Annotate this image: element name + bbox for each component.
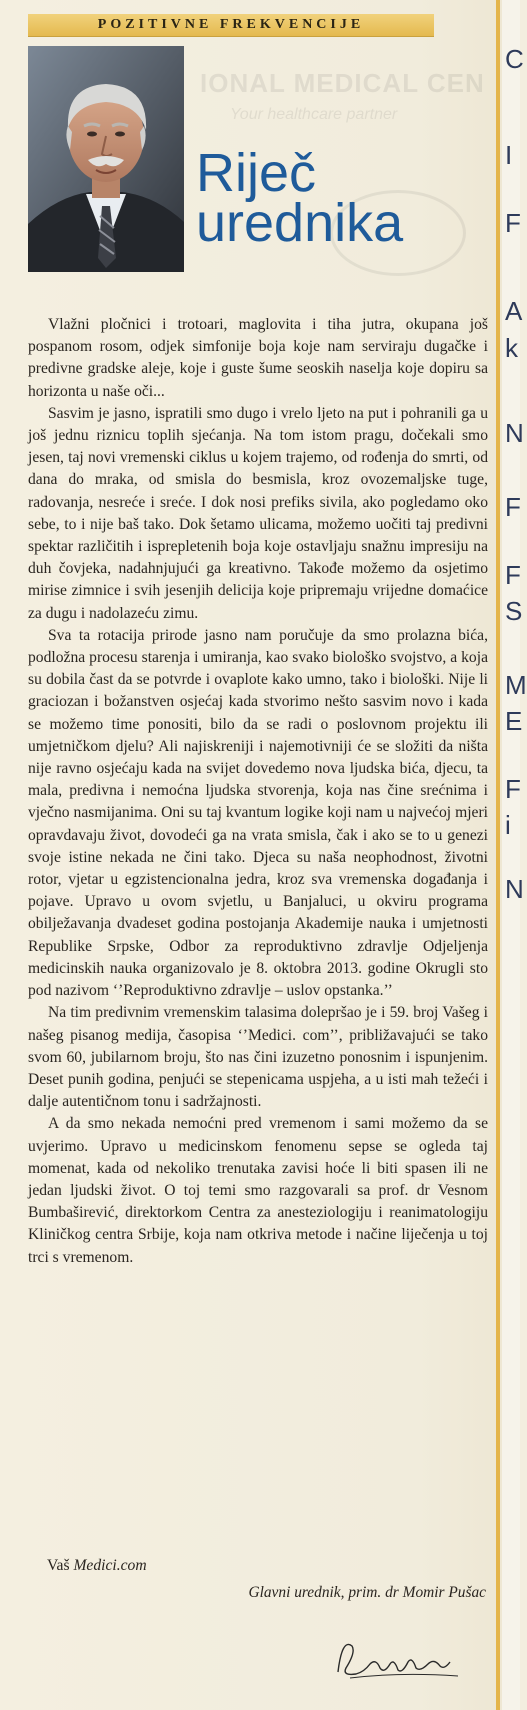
title-line-2: urednika — [196, 193, 404, 253]
closing-salutation — [47, 1557, 147, 1575]
next-page-letter: F — [505, 774, 521, 804]
paragraph: Sva ta rotacija prirode jasno nam poručuje da smo prolazna bića, podložna procesu starenja i umiranja, kao svako biološko svojstvo, a koja su dobila čast da se potvrde i ovaplote kako umno, tako i biološki. Nije li graciozan i božanstven osjećaj kada stvorimo nešto sasvim novo i kada se možemo time ponositi, bilo da se radi o poslovnom projektu ili umjetničkom djelu? Ali najiskreniji i najemotivniji će se složiti da ništa nije ravno osjećaju kada na svijet dovedemo nova ljudska bića, djecu, ta mala, predivna i nemoćna ljudska stvorenja, koja nas čine srećnima i vječno nasmijanima. Oni su taj kvantum logike koji nam u najvećoj mjeri opravdavaju život, dovodeći ga na vrata smisla, čak i ako se to u genezi svoje istine nekada ne čini tako. Djeca su naša neophodnost, životni rotor, vjetar u egzistencionalna jedra, kroz sva vremenska događanja i pojave. Upravo u ovom svjetlu, u Banjaluci, u okviru programa obilježavanja dvadeset godina postojanja Akademije nauka i umjetnosti Republike Srpske, Odbor za reproduktivno zdravlje Odjeljenja medicinskih nauka organizovalo je 8. oktobra 2013. godine Okrugli sto pod nazivom ‘’Reproduktivno zdravlje – uslov opstanka.’’ — [28, 626, 488, 1000]
section-header — [28, 14, 434, 37]
paragraph: Sasvim je jasno, ispratili smo dugo i vrelo ljeto na put i pohranili ga u još jednu riznicu toplih sjećanja. Na tom istom pragu, dočekali smo jesen, taj novi vremenski ciklus u kojem trajemo, od rođenja do smrti, od dana do mraka, od smisla do besmisla, kroz ovozemaljske tuge, radovanja, nesreće i sreće. I dok nosi prefiks sivila, ako pogledamo oko sebe, to i nije baš tako. Dok šetamo ulicama, možemo uočiti taj predivni spektar različitih i isprepletenih boja koje ostavljaju snažnu impresiju na duh čovjeka, nadahnjujući ga kreativno. Takođe možemo da osjetimo mirise zimnice i svih jesenjih delicija koje pripremaju vrijedne domaćice za dugu i nadolazeću zimu. — [28, 404, 488, 622]
paragraph: Na tim predivnim vremenskim talasima dolepršao je i 59. broj Vašeg i našeg pisanog medija, časopisa ‘’Medici. com’’, približavajući se tako svom 60, jubilarnom broju, što nas čini izuzetno ponosnim i ispunjenim. Deset punih godina, penjući se stepenicama uspjeha, a u isti mah težeći i dalje autentičnom tonu i sadržajnosti. — [28, 1004, 488, 1111]
page-divider — [496, 0, 500, 1710]
article-title — [196, 143, 404, 253]
section-title: POZITIVNE FREKVENCIJE — [97, 17, 365, 32]
paragraph: Vlažni pločnici i trotoari, maglovita i tiha jutra, okupana još pospanom rosom, odjek simfonije boja koje nam serviraju dugačke i predivne gradske aleje, koje i guste šume seoskih naselja koje dopiru sa horizonta u naše oči... — [28, 316, 488, 400]
closing-publication: Medici.com — [73, 1557, 147, 1574]
next-page-letter: I — [505, 140, 513, 170]
watermark-tagline: Your healthcare partner — [230, 106, 398, 123]
closing-prefix: Vaš — [47, 1557, 70, 1574]
next-page-letter: F — [505, 208, 521, 238]
next-page-letter: i — [505, 810, 511, 840]
next-page-letter: E — [505, 706, 523, 736]
title-line-1: Riječ — [196, 143, 317, 203]
next-page-letter: A — [505, 296, 523, 326]
author-credit: Glavni urednik, prim. dr Momir Pušac — [248, 1584, 486, 1601]
next-page-letter: M — [505, 670, 527, 700]
next-page-letter: C — [505, 44, 524, 74]
paragraph: A da smo nekada nemoćni pred vremenom i sami možemo da se uvjerimo. Upravo u medicinskom fenomenu sepse se ogleda taj momenat, kada od nekoliko trenutaka zavisi hoće li biti spasen ili ne jedan ljudski život. O toj temi smo razgovarali sa prof. dr Vesnom Bumbaširević, direktorkom Centra za anesteziologiju i reanimatologiju Kliničkog centra Srbije, koja nam otkriva metode i načine liječenja u toj trci s vremenom. — [28, 1115, 488, 1266]
next-page-letter: N — [505, 418, 524, 448]
editor-portrait — [28, 46, 184, 272]
watermark-text: IONAL MEDICAL CEN — [200, 68, 485, 98]
handwritten-signature — [330, 1628, 470, 1688]
next-page-letter: F — [505, 560, 521, 590]
portrait-image — [28, 46, 184, 272]
next-page-letter: k — [505, 333, 518, 363]
next-page-letter: N — [505, 874, 524, 904]
next-page-letter: S — [505, 596, 523, 626]
adjacent-page-edge — [502, 0, 523, 1710]
next-page-letter: F — [505, 492, 521, 522]
article-body — [28, 314, 488, 1269]
